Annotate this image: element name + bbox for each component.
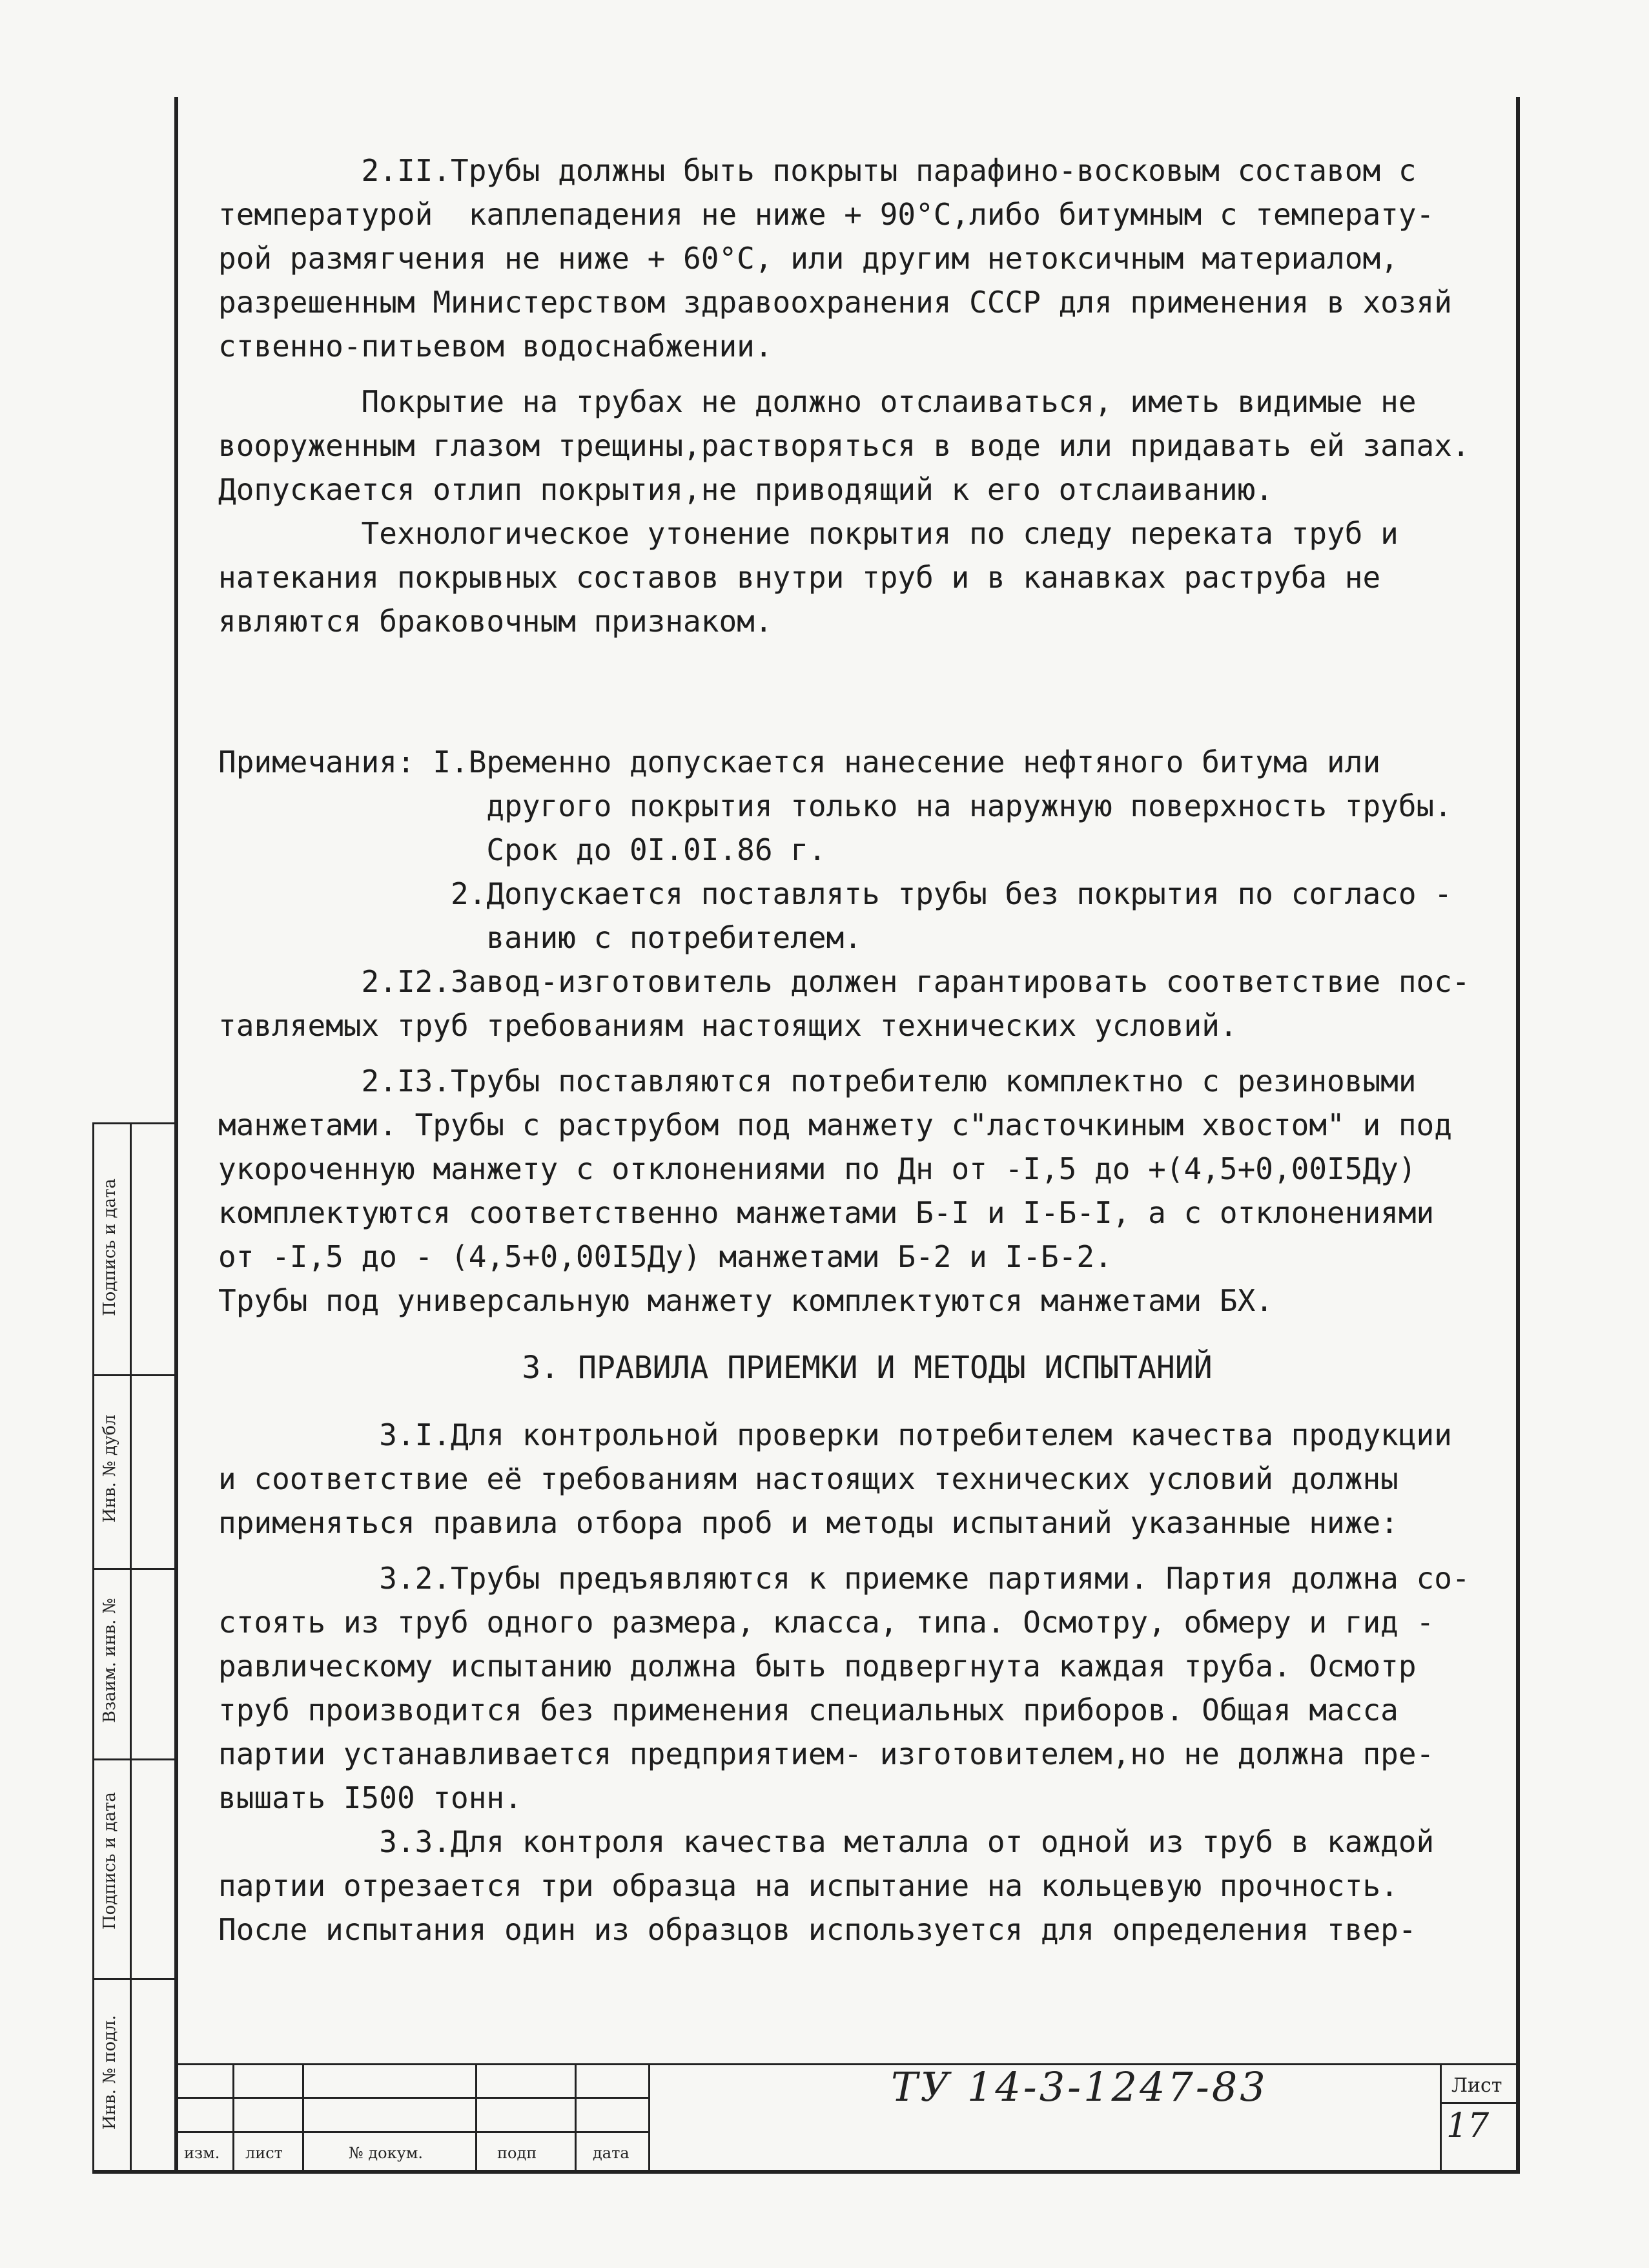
text-line: партии устанавливается предприятием- изготовителем,но не должна пре- [218, 1737, 1435, 1771]
text-line: тавляемых труб требованиям настоящих технических условий. [218, 1008, 1238, 1043]
text-line: Технологическое утонение покрытия по следу переката труб и [218, 516, 1398, 551]
paragraph-3-3 [218, 1820, 1516, 1952]
stamp-inv-podl: Инв. № подл. [100, 2015, 119, 2130]
text-line: температурой каплепадения не ниже + 90°С,либо битумным с температу- [218, 197, 1435, 232]
frame-bottom-border [92, 2170, 1520, 2174]
text-line: 2.II.Трубы должны быть покрыты парафино-восковым составом с [218, 153, 1417, 188]
section-heading: 3. ПРАВИЛА ПРИЕМКИ И МЕТОДЫ ИСПЫТАНИЙ [522, 1350, 1213, 1386]
text-line: 3.2.Трубы предъявляются к приемке партиями. Партия должна со- [218, 1561, 1470, 1596]
notes-block [218, 740, 1516, 960]
paragraph-2-13 [218, 1059, 1516, 1323]
text-line: Примечания: I.Временно допускается нанесение нефтяного битума или [218, 745, 1381, 779]
text-line: применяться правила отбора проб и методы испытаний указанные ниже: [218, 1505, 1398, 1540]
text-line: манжетами. Трубы с раструбом под манжету с"ласточкиным хвостом" и под [218, 1108, 1452, 1142]
paragraph-3-1 [218, 1413, 1516, 1545]
stamp-column [92, 1122, 178, 2174]
text-line: равлическому испытанию должна быть подвергнута каждая труба. Осмотр [218, 1649, 1417, 1684]
label-data: дата [593, 2144, 630, 2162]
sheet-number: 17 [1446, 2107, 1490, 2145]
document-body [218, 149, 1516, 1952]
stamp-signature-date-1: Подпись и дата [100, 1179, 119, 1316]
sheet-label: Лист [1451, 2074, 1502, 2097]
text-line: 3.3.Для контроля качества металла от одной из труб в каждой [218, 1824, 1435, 1859]
stamp-signature-date-2: Подпись и дата [100, 1792, 119, 1930]
text-line: разрешенным Министерством здравоохранения СССР для применения в хозяй [218, 285, 1452, 320]
label-dokum: № докум. [349, 2144, 423, 2162]
label-izm: изм. [184, 2144, 220, 2162]
stamp-vzam-inv: Взаим. инв. № [100, 1598, 119, 1723]
text-line: 2.Допускается поставлять трубы без покрытия по согласо - [218, 876, 1452, 911]
text-line: партии отрезается три образца на испытание на кольцевую прочность. [218, 1868, 1398, 1903]
text-line: рой размягчения не ниже + 60°С, или другим нетоксичным материалом, [218, 241, 1398, 276]
text-line: Трубы под универсальную манжету комплектуются манжетами БХ. [218, 1283, 1273, 1318]
text-line: Покрытие на трубах не должно отслаиваться, иметь видимые не [218, 384, 1417, 419]
paragraph-3-2 [218, 1556, 1516, 1820]
paragraph-2-11 [218, 149, 1516, 368]
text-line: и соответствие её требованиям настоящих технических условий должны [218, 1461, 1398, 1496]
text-line: 2.I2.Завод-изготовитель должен гарантировать соответствие пос- [218, 964, 1470, 999]
text-line: 3.I.Для контрольной проверки потребителем качества продукции [218, 1418, 1452, 1452]
text-line: от -I,5 до - (4,5+0,00I5Ду) манжетами Б-2 и I-Б-2. [218, 1239, 1112, 1274]
paragraph-2-12 [218, 960, 1516, 1047]
text-line: натекания покрывных составов внутри труб и в канавках раструба не [218, 560, 1381, 595]
stamp-inv-dubl: Инв. № дубл [100, 1414, 119, 1523]
text-line: труб производится без применения специальных приборов. Общая масса [218, 1693, 1398, 1727]
document-code: ТУ 14-3-1247-83 [891, 2063, 1268, 2110]
text-line: ванию с потребителем. [218, 920, 862, 955]
text-line: укороченную манжету с отклонениями по Дн от -I,5 до +(4,5+0,00I5Ду) [218, 1151, 1417, 1186]
text-line: стоять из труб одного размера, класса, типа. Осмотру, обмеру и гид - [218, 1605, 1435, 1640]
text-line: другого покрытия только на наружную поверхность трубы. [218, 789, 1452, 823]
text-line: Допускается отлип покрытия,не приводящий к его отслаиванию. [218, 472, 1273, 507]
text-line: После испытания один из образцов используется для определения твер- [218, 1912, 1417, 1947]
frame-right-border [1516, 97, 1520, 2173]
text-line: Срок до 0I.0I.86 г. [218, 832, 826, 867]
paragraph-coating [218, 380, 1516, 511]
paragraph-thinning [218, 511, 1516, 643]
text-line: являются браковочным признаком. [218, 604, 773, 639]
text-line: вооруженным глазом трещины,растворяться в воде или придавать ей запах. [218, 428, 1470, 463]
text-line: 2.I3.Трубы поставляются потребителю комплектно с резиновыми [218, 1064, 1417, 1098]
text-line: вышать I500 тонн. [218, 1780, 522, 1815]
text-line: ственно-питьевом водоснабжении. [218, 329, 773, 364]
label-podp: подп [497, 2144, 537, 2162]
label-list: лист [245, 2144, 283, 2162]
text-line: комплектуются соответственно манжетами Б-I и I-Б-I, а с отклонениями [218, 1195, 1435, 1230]
